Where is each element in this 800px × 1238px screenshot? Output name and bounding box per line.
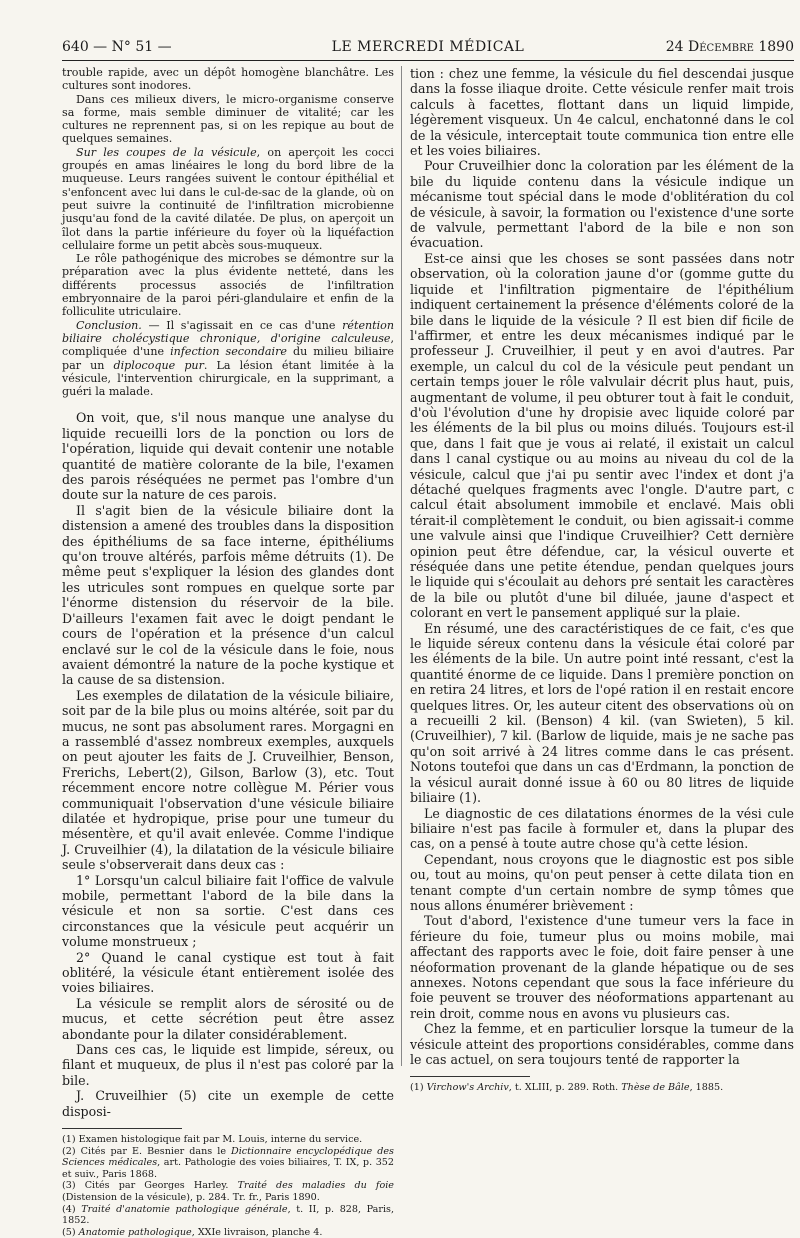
text-run: du milieu biliaire par un — [62, 345, 394, 372]
italic-run: diplocoque pur — [113, 358, 204, 372]
footnote — [62, 1146, 394, 1181]
paragraph: Dans ces cas, le liquide est limpide, séreux, ou filant et muqueux, de plus il n'est pas coloré par la bile. — [62, 1042, 394, 1088]
paragraph: trouble rapide, avec un dépôt homogène blanchâtre. Les cultures sont inodores. — [62, 66, 394, 93]
footnote: (1) Examen histologique fait par M. Louis, interne du service. — [62, 1134, 363, 1146]
paragraph: tion : chez une femme, la vésicule du fiel descendai jusque dans la fosse iliaque droite. Cette vésicule renfer mait trois calculs à facettes, flottant dans un liquid limpide, légèrement visqueux. Un 4e calcul, enchatonné dans le col de la vésicule, interceptait toute communica tion entre elle et les voies biliaires. — [410, 66, 794, 159]
paragraph: Est-ce ainsi que les choses se sont passées dans notr observation, où la coloration jaune d'or (gomme gutte du liquide et l'infiltration pigmentaire de l'épithélium indiquent certainement la présence d'éléments coloré de la bile dans le liquide de la vésicule ? Il est bien dif ficile de l'affirmer, et entre les deux mécanismes indiqué par le professeur J. Cruveilhier, il peut y en avoi d'autres. Par exemple, un calcul du col de la vésicule peut pendant un certain temps jouer le rôle valvulair décrit plus haut, puis, augmentant de volume, il peu obturer tout à fait le conduit, d'où l'évolution d'une hy dropisie avec liquide coloré par les éléments de la bil plus ou moins dilués. Toujours est-il que, dans l fait que je vous ai relaté, il existait un calcul dans l canal cystique ou au moins au niveau du col de la vésicule, calcul que j'ai pu sentir avec l'index et dont j'a détaché quelques fragments avec l'ongle. D'autre part, c calcul était absolument immobile et enclavé. Mais obli térait-il complètement le conduit, ou bien agissait-i comme une valvule ainsi que l'indique Cruveilhier? Cett dernière opinion peut être défendue, car, la vésicul ouverte et réséquée dans une petite étendue, pendan quelques jours le liquide qui s'écoulait au dehors pré sentait les caractères de la bile ou plutôt d'une bil diluée, jaune d'aspect et colorant en vert le pansement appliqué sur la plaie. — [410, 250, 794, 621]
paragraph: Le rôle pathogénique des microbes se démontre sur la préparation avec la plus évidente netteté, dans les différents processus associés de l'infiltration embryonnaire de la paroi péri-glandulaire et enfin de la folliculite utriculaire. — [62, 252, 394, 319]
italic-run: Sur les coupes de la vésicule — [76, 145, 257, 159]
footnote — [62, 1227, 394, 1238]
italic-run: Traité des maladies du foie — [237, 1180, 394, 1192]
text-run: , 1885. — [689, 1082, 724, 1094]
footnotes — [62, 1134, 394, 1238]
right-column — [410, 66, 794, 1094]
footnote-rule — [410, 1076, 530, 1077]
footnote — [62, 1204, 394, 1227]
paragraph: Tout d'abord, l'existence d'une tumeur vers la face in férieure du foie, tumeur plus ou moins mobile, mai affectant des rapports avec le foie, doit faire penser à une néoformation provenant de la glande hépatique ou de ses annexes. Notons cependant que sous la face inférieure du foie peuvent se trouver des néoformations appartenant au rein droit, comme nous en avons vu plusieurs cas. — [410, 913, 794, 1021]
text-run: , t. II, p. 828, Paris, 1852. — [62, 1203, 395, 1227]
text-run: (2) Cités par E. Besnier dans le — [62, 1145, 232, 1157]
text-run: (3) Cités par Georges Harley. — [62, 1180, 238, 1192]
text-run: , t. XLIII, p. 289. Roth. — [508, 1082, 622, 1094]
footnote — [62, 1180, 394, 1203]
italic-run: Virchow's Archiv — [426, 1082, 509, 1094]
italic-run: rétention biliaire cholécystique chronique, d'origine calculeuse — [62, 318, 394, 345]
text-run: , art. Pathologie des voies biliaires, T. IX, p. 352 et suiv., Paris 1868. — [62, 1157, 395, 1180]
footnote-rule — [62, 1128, 182, 1129]
issue-date: 24 Décembre 1890 — [665, 39, 794, 55]
conclusion-paragraph — [62, 319, 394, 399]
column-divider — [401, 66, 402, 1066]
text-run: , XXIe livraison, planche 4. — [191, 1226, 323, 1238]
paragraph: Chez la femme, et en particulier lorsque la tumeur de la vésicule atteint des proportions considérables, comme dans le cas actuel, on sera toujours tenté de rapporter la — [410, 1021, 794, 1067]
left-column — [62, 66, 395, 1238]
italic-run: Conclusion. — [76, 318, 142, 332]
paragraph: Il s'agit bien de la vésicule biliaire dont la distension a amené des troubles dans la disposition des épithéliums de sa face interne, épithéliums qu'on trouve altérés, parfois même détruits (1). De même peut s'expliquer la lésion des glandes dont les utricules sont rompues en quelque sorte par l'énorme distension du réservoir de la bile. D'ailleurs l'examen fait avec le doigt pendant le cours de l'opération et la présence d'un calcul enclavé sur le col de la vésicule dans le foie, nous avaient démontré la nature de la poche kystique et la cause de sa distension. — [62, 502, 394, 688]
observation-end — [62, 66, 394, 398]
paragraph: En résumé, une des caractéristiques de ce fait, c'es que le liquide séreux contenu dans la vésicule étai coloré par les éléments de la bile. Un autre point inté ressant, c'est la quantité énorme de ce liquide. Dans l première ponction on en retira 24 litres, et lors de l'opé ration il en restait encore quelques litres. Or, les auteur citent des observations où on a recueilli 2 kil. (Benson) 4 kil. (van Swieten), 5 kil. (Cruveilhier), 7 kil. (Barlow de liquide, mais je ne sache pas qu'on soit arrivé à 24 litres comme dans le cas présent. Notons toutefoi que dans un cas d'Erdmann, la ponction de la vésicul aurait donné issue à 60 ou 80 litres de liquide biliaire (1). — [410, 620, 794, 806]
text-run: (Distension de la vésicule), p. 284. Tr. fr., Paris 1890. — [62, 1192, 320, 1204]
italic-run: Thèse de Bâle — [621, 1082, 690, 1094]
header-rule — [62, 60, 794, 61]
italic-run: Traité d'anatomie pathologique générale — [81, 1203, 288, 1215]
paragraph: On voit, que, s'il nous manque une analyse du liquide recueilli lors de la ponction ou lors de l'opération, liquide qui devait contenir une notable quantité de matière colorante de la bile, l'examen des parois réséquées ne permet pas l'ombre d'un doute sur la nature de ces parois. — [62, 410, 394, 503]
paragraph: Cependant, nous croyons que le diagnostic est pos sible ou, tout au moins, qu'on peut penser à cette dilata tion en tenant compte d'un certain nombre de symp tômes que nous allons énumérer brièvement : — [410, 851, 794, 913]
text-run: (5) — [62, 1226, 79, 1238]
italic-run: Dictionnaire encyclopédique des Sciences médicales — [62, 1145, 394, 1169]
paragraph — [62, 146, 394, 252]
paragraph: Le diagnostic de ces dilatations énormes de la vési cule biliaire n'est pas facile à formuler et, dans la plupar des cas, on a pensé à toute autre chose qu'à cette lésion. — [410, 805, 794, 852]
text-run: . La lésion étant limitée à la vésicule, l'intervention chirurgicale, en la supprimant, a guéri la malade. — [62, 358, 394, 399]
text-run: (4) — [62, 1203, 82, 1215]
text-run: (1) — [410, 1082, 427, 1094]
paragraph: 2° Quand le canal cystique est tout à fait oblitéré, la vésicule étant entièrement isolée des voies biliaires. — [62, 949, 394, 996]
text-run: , compliquée d'une — [62, 331, 394, 359]
discussion — [62, 410, 394, 1119]
italic-run: Anatomie pathologique — [78, 1226, 192, 1238]
text-run: , on aperçoit les cocci groupés en amas linéaires le long du bord libre de la muqueuse. Leurs rangées suivent le contour épithélial et s'enfoncent avec lui dans le cul-de-sac de la glande, où on peut suivre la continuité de l'infiltration microbienne jusqu'au fond de la cavité dilatée. De plus, on aperçoit un îlot dans la partie inférieure du foyer où la liquéfaction cellulaire forme un petit abcès sous-muqueux. — [62, 145, 394, 252]
running-header — [62, 38, 794, 60]
footnote — [410, 1082, 794, 1094]
paragraph: Les exemples de dilatation de la vésicule biliaire, soit par de la bile plus ou moins altérée, soit par du mucus, ne sont pas absolument rares. Morgagni en a rassemblé d'assez nombreux exemples, auxquels on peut ajouter les faits de J. Cruveilhier, Benson, Frerichs, Lebert(2), Gilson, Barlow (3), etc. Tout récemment encore notre collègue M. Périer vous communiquait l'observation d'une vésicule biliaire dilatée et hydropique, prise pour une tumeur du mésentère, et qu'il avait enlevée. Comme l'indique J. Cruveilhier (4), la dilatation de la vésicule biliaire seule s'observerait dans deux cas : — [62, 687, 394, 873]
paragraph: Dans ces milieux divers, le micro-organisme conserve sa forme, mais semble diminuer de vitalité; car les cultures ne reprennent pas, si on les repique au bout de quelques semaines. — [62, 92, 394, 146]
paragraph: 1° Lorsqu'un calcul biliaire fait l'office de valvule mobile, permettant l'abord de la bile dans la vésicule et non sa sortie. C'est dans ces circonstances que la vésicule peut acquérir un volume monstrueux ; — [62, 872, 394, 950]
paragraph: Pour Cruveilhier donc la coloration par les élément de la bile du liquide contenu dans la vésicule indique un mécanisme tout spécial dans le mode d'oblitération du col de vésicule, à savoir, la formation ou l'existence d'une sorte de valvule, permettant l'abord de la bile e non son évacuation. — [410, 158, 794, 251]
italic-run: infection secondaire — [170, 345, 287, 359]
page-number: 640 — N° 51 — — [62, 39, 172, 55]
journal-title: LE MERCREDI MÉDICAL — [331, 39, 525, 55]
text-run: — Il s'agissait en ce cas d'une — [141, 318, 343, 332]
paragraph: J. Cruveilhier (5) cite un exemple de cette disposi- — [62, 1088, 394, 1119]
paragraph: La vésicule se remplit alors de sérosité ou de mucus, et cette sécrétion peut être assez abondante pour la dilater considérablement. — [62, 995, 394, 1042]
